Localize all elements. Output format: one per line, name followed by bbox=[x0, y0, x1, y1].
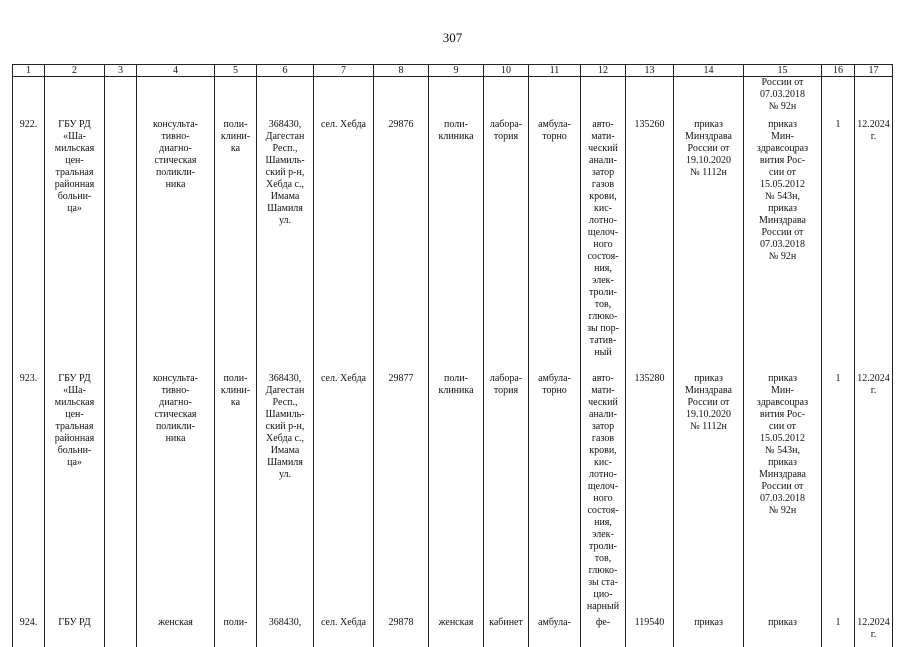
cell-legal-basis: России от 07.03.2018 № 92н bbox=[744, 77, 822, 114]
cell-department: консульта- тивно- диагно- стическая поликли- ника bbox=[137, 113, 215, 371]
column-header: 17 bbox=[855, 65, 893, 77]
cell-settlement: сел. Хебда bbox=[314, 613, 374, 647]
cell-unit-type: поли- bbox=[215, 613, 257, 647]
column-header: 16 bbox=[822, 65, 855, 77]
cell-settlement: сел. Хебда bbox=[314, 371, 374, 613]
column-header: 10 bbox=[484, 65, 529, 77]
cell-room: лабора- тория bbox=[484, 113, 529, 371]
cell-number: 922. bbox=[13, 113, 45, 371]
cell-care-form: амбула- bbox=[529, 613, 581, 647]
table-row bbox=[13, 371, 893, 613]
column-header: 5 bbox=[215, 65, 257, 77]
column-header: 11 bbox=[529, 65, 581, 77]
cell-order: приказ Минздрава России от 19.10.2020 № 1112н bbox=[674, 113, 744, 371]
column-header: 9 bbox=[429, 65, 484, 77]
cell-number: 924. bbox=[13, 613, 45, 647]
column-header: 8 bbox=[374, 65, 429, 77]
cell-col3 bbox=[105, 113, 137, 371]
cell-settlement: сел. Хебда bbox=[314, 113, 374, 371]
column-header: 1 bbox=[13, 65, 45, 77]
table-row bbox=[13, 613, 893, 647]
column-header: 4 bbox=[137, 65, 215, 77]
cell-legal-basis: приказ Мин- здравсоцраз вития Рос- сии от 15.05.2012 № 543н, приказ Минздрава России от 07.03.2018 № 92н bbox=[744, 113, 822, 371]
cell-equipment-code: 135260 bbox=[626, 113, 674, 371]
cell-equipment: авто- мати- ческий анали- затор газов крови, кис- лотно- щелоч- ного состоя- ния, элек- троли- тов, глюко- зы пор- татив- ный bbox=[581, 113, 626, 371]
cell-care-form: амбула- торно bbox=[529, 113, 581, 371]
page-number: 307 bbox=[442, 30, 463, 45]
cell-order: приказ Минздрава России от 19.10.2020 № 1112н bbox=[674, 371, 744, 613]
cell-organization: ГБУ РД «Ша- мильская цен- тральная районная больни- ца» bbox=[45, 113, 105, 371]
cell-facility: поли- клиника bbox=[429, 113, 484, 371]
registry-table bbox=[12, 64, 893, 647]
cell-organization: ГБУ РД «Ша- мильская цен- тральная районная больни- ца» bbox=[45, 371, 105, 613]
cell-department: консульта- тивно- диагно- стическая поликли- ника bbox=[137, 371, 215, 613]
cell-facility: поли- клиника bbox=[429, 371, 484, 613]
cell-quantity: 1 bbox=[822, 113, 855, 371]
column-number-row bbox=[13, 65, 893, 77]
cell-order: приказ bbox=[674, 613, 744, 647]
cell-address: 368430, bbox=[257, 613, 314, 647]
cell-date: 12.2024 г. bbox=[855, 613, 893, 647]
cell-col3 bbox=[105, 613, 137, 647]
cell-date: 12.2024 г. bbox=[855, 113, 893, 371]
cell-unit-type: поли- клини- ка bbox=[215, 113, 257, 371]
column-header: 12 bbox=[581, 65, 626, 77]
cell-address: 368430, Дагестан Респ., Шамиль- ский р-н, Хебда с., Имама Шамиля ул. bbox=[257, 371, 314, 613]
column-header: 3 bbox=[105, 65, 137, 77]
cell-quantity: 1 bbox=[822, 613, 855, 647]
cell-unit-type: поли- клини- ка bbox=[215, 371, 257, 613]
cell-room: кабинет bbox=[484, 613, 529, 647]
continuation-row bbox=[13, 77, 893, 114]
cell-number: 923. bbox=[13, 371, 45, 613]
cell-code: 29878 bbox=[374, 613, 429, 647]
cell-legal-basis: приказ Мин- здравсоцраз вития Рос- сии от 15.05.2012 № 543н, приказ Минздрава России от 07.03.2018 № 92н bbox=[744, 371, 822, 613]
cell-equipment-code: 135280 bbox=[626, 371, 674, 613]
column-header: 6 bbox=[257, 65, 314, 77]
cell-department: женская bbox=[137, 613, 215, 647]
cell-equipment-code: 119540 bbox=[626, 613, 674, 647]
column-header: 15 bbox=[744, 65, 822, 77]
column-header: 2 bbox=[45, 65, 105, 77]
cell-equipment: фе- bbox=[581, 613, 626, 647]
cell-room: лабора- тория bbox=[484, 371, 529, 613]
cell-code: 29877 bbox=[374, 371, 429, 613]
cell-legal-basis: приказ bbox=[744, 613, 822, 647]
cell-quantity: 1 bbox=[822, 371, 855, 613]
cell-address: 368430, Дагестан Респ., Шамиль- ский р-н, Хебда с., Имама Шамиля ул. bbox=[257, 113, 314, 371]
column-header: 13 bbox=[626, 65, 674, 77]
cell-col3 bbox=[105, 371, 137, 613]
column-header: 14 bbox=[674, 65, 744, 77]
column-header: 7 bbox=[314, 65, 374, 77]
cell-date: 12.2024 г. bbox=[855, 371, 893, 613]
cell-code: 29876 bbox=[374, 113, 429, 371]
cell-facility: женская bbox=[429, 613, 484, 647]
cell-organization: ГБУ РД bbox=[45, 613, 105, 647]
table-row bbox=[13, 113, 893, 371]
cell-care-form: амбула- торно bbox=[529, 371, 581, 613]
cell-equipment: авто- мати- ческий анали- затор газов крови, кис- лотно- щелоч- ного состоя- ния, элек- троли- тов, глюко- зы ста- цио- нарный bbox=[581, 371, 626, 613]
